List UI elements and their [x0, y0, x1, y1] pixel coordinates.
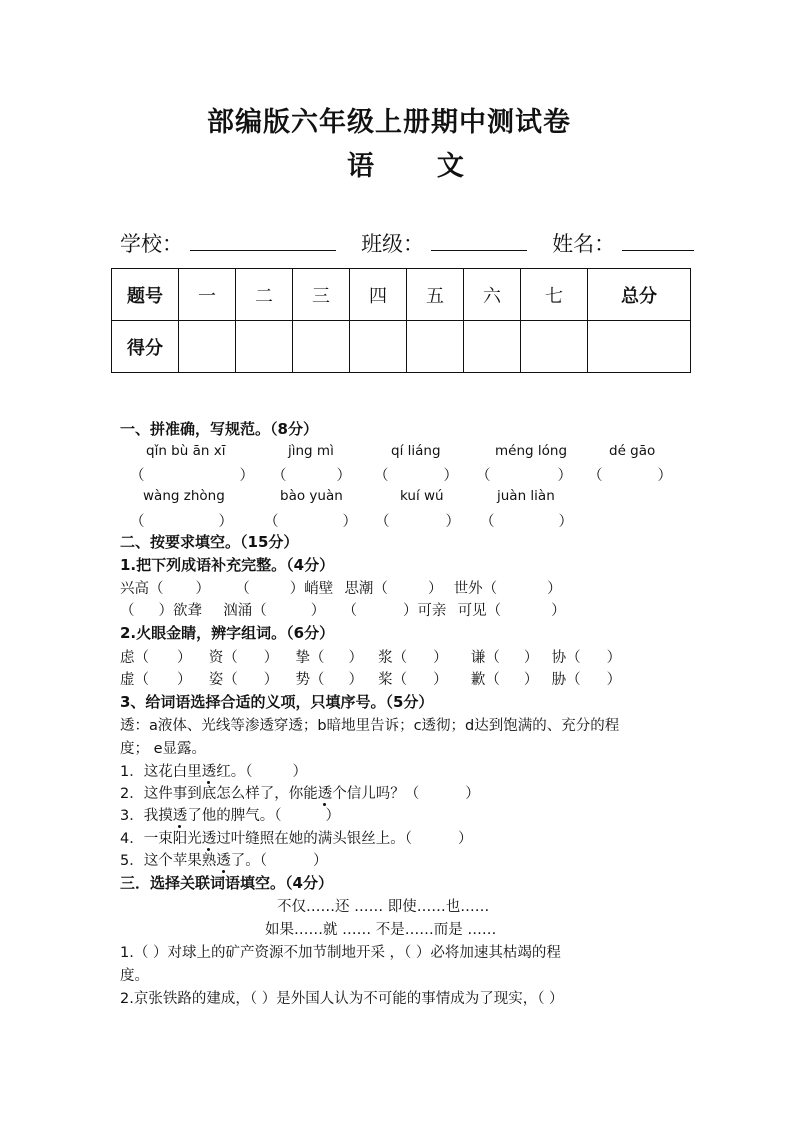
score-col-1: 一 [179, 269, 236, 321]
score-col-5: 五 [407, 269, 464, 321]
answer-paren: （ ） [476, 468, 572, 484]
score-col-3: 三 [293, 269, 350, 321]
page-title: 部编版六年级上册期中测试卷 [207, 107, 571, 138]
name-field[interactable] [622, 249, 694, 251]
q3-heading: 3、给词语选择合适的义项，只填序号。（5分） [120, 693, 434, 711]
score-row-label: 得分 [112, 321, 179, 373]
school-field[interactable] [190, 249, 336, 251]
subject-char-b: 文 [436, 151, 464, 182]
score-col-label: 题号 [112, 269, 179, 321]
q3-item: 4．一束阳光透过叶缝照在她的满头银丝上。（ ） [120, 831, 473, 847]
score-col-total: 总分 [588, 269, 691, 321]
answer-paren: （ ） [272, 468, 351, 484]
answer-paren: （ ） [130, 514, 233, 530]
section2-heading: 二、按要求填空。（15分） [120, 533, 299, 551]
score-cell-3[interactable] [293, 321, 350, 373]
score-table-header-row [112, 269, 691, 321]
pinyin-item: wàng zhòng [143, 488, 225, 504]
school-label: 学校： [120, 232, 183, 256]
answer-paren: （ ） [264, 514, 357, 530]
conjunction-options: 不仅……还 …… 即使……也…… [277, 899, 490, 915]
pinyin-item: qǐn bù ān xī [146, 443, 226, 459]
pinyin-item: juàn liàn [497, 488, 555, 504]
score-cell-4[interactable] [350, 321, 407, 373]
q3-item: 1．这花白里透红。（ ） [120, 764, 307, 780]
score-table-score-row [112, 321, 691, 373]
pinyin-item: jìng mì [288, 443, 334, 459]
score-cell-5[interactable] [407, 321, 464, 373]
q3-item: 2．这件事到底怎么样了，你能透个信儿吗？（ ） [120, 786, 480, 802]
class-label: 班级： [361, 232, 425, 256]
q3-definition-line: 透：a液体、光线等渗透穿透；b暗地里告诉；c透彻；d达到饱满的、充分的程 [120, 718, 620, 734]
pinyin-item: méng lóng [495, 443, 568, 459]
q-sentence: 度。 [120, 968, 149, 984]
score-cell-total[interactable] [588, 321, 691, 373]
answer-paren: （ ） [130, 468, 254, 484]
q3-item: 5．这个苹果熟透了。（ ） [120, 853, 328, 869]
score-col-2: 二 [236, 269, 293, 321]
subject-char-a: 语 [347, 151, 374, 182]
answer-paren: （ ） [375, 514, 460, 530]
idiom-line: 兴高（ ） （ ）峭壁 思潮（ ） 世外（ ） [120, 581, 562, 597]
pinyin-item: bào yuàn [280, 488, 343, 504]
subject-title [347, 144, 464, 183]
char-line: 虑（ ） 资（ ） 挚（ ） 浆（ ） 谦（ ） 协（ ） [120, 650, 622, 666]
q2-heading: 2.火眼金睛，辨字组词。（6分） [120, 624, 335, 642]
score-table [111, 268, 691, 373]
section1-heading: 一、拼准确，写规范。（8分） [120, 420, 318, 438]
score-cell-2[interactable] [236, 321, 293, 373]
q3-item: 3．我摸透了他的脾气。（ ） [120, 808, 340, 824]
answer-paren: （ ） [480, 514, 573, 530]
class-field[interactable] [431, 249, 527, 251]
score-cell-6[interactable] [464, 321, 521, 373]
answer-paren: （ ） [588, 468, 672, 484]
idiom-line: （ ）欲聋 汹涌（ ） （ ）可亲 可见（ ） [120, 603, 566, 619]
score-col-6: 六 [464, 269, 521, 321]
score-cell-1[interactable] [179, 321, 236, 373]
q-sentence: 1.（ ）对球上的矿产资源不加节制地开采 ，（ ）必将加速其枯竭的程 [120, 945, 561, 961]
score-col-7: 七 [521, 269, 588, 321]
name-label: 姓名： [552, 232, 616, 256]
q3-definition-line: 度； e显露。 [120, 741, 207, 757]
student-info-row [120, 228, 694, 258]
pinyin-item: qí liáng [391, 443, 441, 459]
pinyin-item: kuí wú [400, 488, 444, 504]
score-col-4: 四 [350, 269, 407, 321]
pinyin-item: dé gāo [609, 443, 656, 459]
section3-heading: 三．选择关联词语填空。（4分） [120, 874, 333, 892]
q1-heading: 1.把下列成语补充完整。（4分） [120, 556, 335, 574]
char-line: 虚（ ） 姿（ ） 势（ ） 桨（ ） 歉（ ） 胁（ ） [120, 672, 622, 688]
answer-paren: （ ） [374, 468, 458, 484]
q-sentence: 2.京张铁路的建成，（ ）是外国人认为不可能的事情成为了现实，（ ） [120, 991, 564, 1007]
score-cell-7[interactable] [521, 321, 588, 373]
conjunction-options: 如果……就 …… 不是……而是 …… [265, 922, 497, 938]
